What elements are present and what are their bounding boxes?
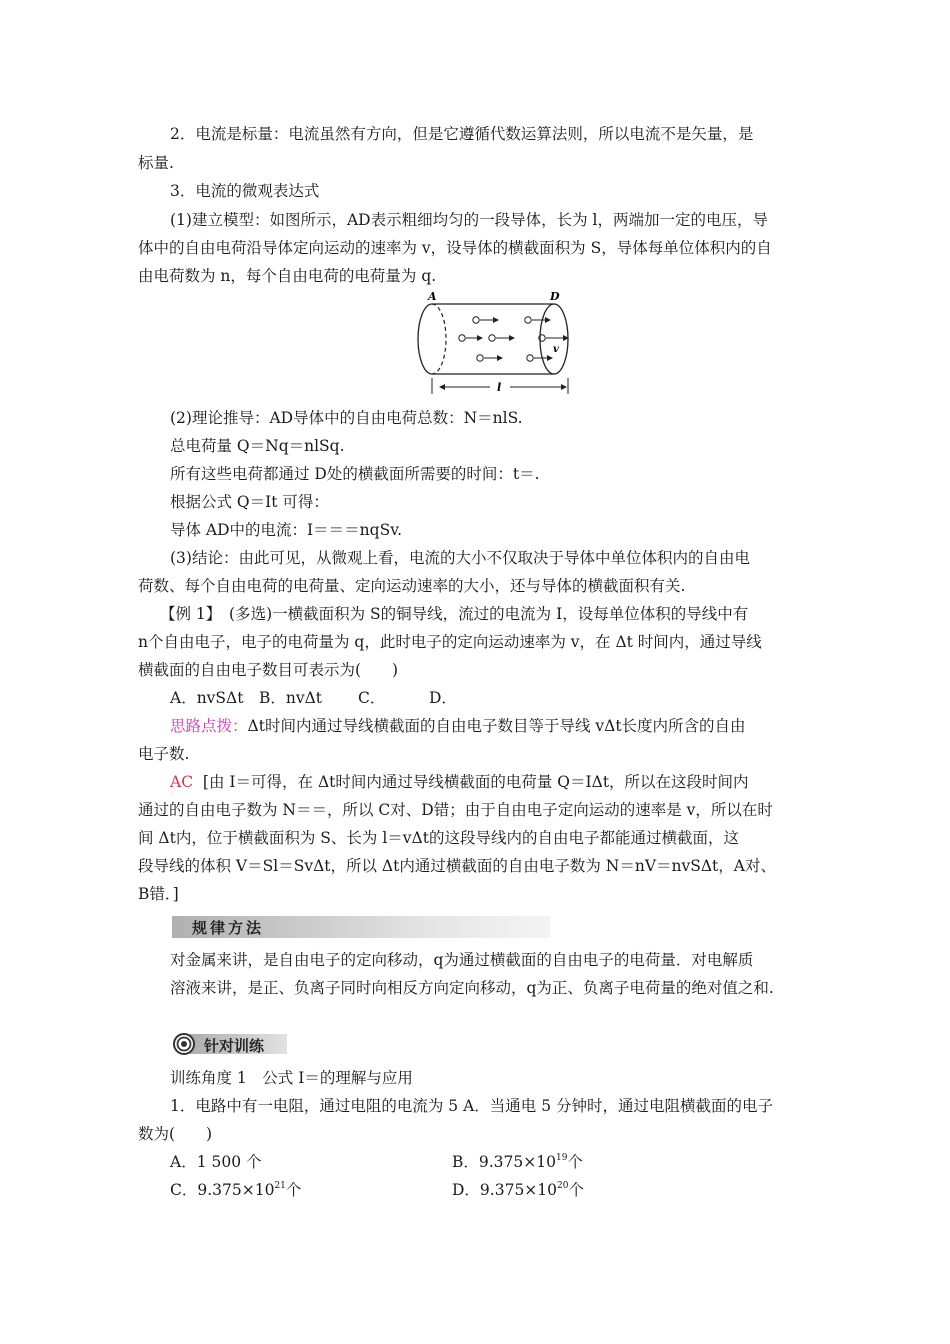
option-c-base: C．9.375×10	[170, 1181, 275, 1199]
derivation-line2: 总电荷量 Q＝Nq＝nlSq.	[170, 437, 345, 455]
charge-particle	[525, 317, 531, 323]
answer-line4: 段导线的体积 V＝Sl＝SvΔt，所以 Δt内通过横截面的自由电子数为 N＝nV＝nvSΔt，A对、	[138, 857, 776, 875]
hint-line2: 电子数.	[138, 745, 190, 763]
charge-particle	[477, 355, 483, 361]
cylinder-left-end-front	[418, 304, 432, 374]
example-line3: 横截面的自由电子数目可表示为( )	[138, 661, 399, 679]
hint-text: Δt时间内通过导线横截面的自由电子数目等于导线 vΔt长度内所含的自由	[247, 717, 746, 735]
cylinder-left-end-back	[432, 304, 446, 374]
label-l: l	[497, 381, 502, 394]
question1-line2: 数为( )	[138, 1125, 213, 1143]
option-a: A．1 500 个	[170, 1153, 262, 1171]
option-b-exponent: 19	[555, 1153, 568, 1163]
option-c-exponent: 21	[274, 1181, 286, 1191]
charge-particle	[459, 335, 465, 341]
hint-line1	[170, 716, 850, 736]
option-d-unit: 个	[568, 1181, 584, 1199]
charge-particle	[473, 317, 479, 323]
option-c-unit: 个	[285, 1181, 302, 1199]
conclusion-line2: 荷数、每个自由电荷的电荷量、定向运动速率的大小，还与导体的横截面积有关.	[138, 577, 686, 595]
charge-particle	[489, 335, 495, 341]
label-a: A	[428, 290, 437, 303]
example-options: A．nvSΔt B．nvΔt C． D．	[170, 689, 457, 707]
training-angle: 训练角度 1 公式 I＝的理解与应用	[170, 1069, 413, 1087]
method-banner	[172, 916, 550, 938]
question1-line1: 1．电路中有一电阻，通过电阻的电流为 5 A．当通电 5 分钟时，通过电阻横截面的电子	[170, 1097, 773, 1115]
charge-particle	[527, 355, 533, 361]
method-title: 规律方法	[192, 919, 265, 937]
section-title-micro-expression: 3．电流的微观表达式	[170, 182, 320, 200]
option-d	[452, 1180, 584, 1200]
paragraph-scalar-line2: 标量.	[138, 154, 174, 172]
hint-label: 思路点拨：	[170, 717, 248, 735]
option-d-exponent: 20	[557, 1181, 569, 1191]
conclusion-line1: (3)结论：由此可见，从微观上看，电流的大小不仅取决于导体中单位体积内的自由电	[170, 549, 750, 567]
label-d: D	[550, 290, 560, 303]
derivation-line5: 导体 AD中的电流：I＝＝＝nqSv.	[170, 521, 403, 539]
answer-label: AC	[170, 773, 194, 791]
answer-line5: B错．]	[138, 885, 179, 903]
option-b-unit: 个	[567, 1153, 583, 1171]
training-title: 针对训练	[204, 1037, 265, 1055]
answer-line1	[170, 772, 850, 792]
model-line3: 由电荷数为 n，每个自由电荷的电荷量为 q.	[138, 267, 437, 285]
model-line1: (1)建立模型：如图所示，AD表示粗细均匀的一段导体，长为 l，两端加一定的电压，导	[170, 211, 768, 229]
option-b	[452, 1152, 583, 1172]
derivation-line3: 所有这些电荷都通过 D处的横截面所需要的时间：t＝.	[170, 465, 540, 483]
paragraph-scalar-line1: 2．电流是标量：电流虽然有方向，但是它遵循代数运算法则，所以电流不是矢量，是	[170, 125, 754, 143]
training-banner	[172, 1032, 287, 1056]
model-line2: 体中的自由电荷沿导体定向运动的速率为 v，设导体的横截面积为 S，导体每单位体积内的自	[138, 239, 772, 257]
option-b-base: B．9.375×10	[452, 1153, 556, 1171]
conductor-diagram	[410, 290, 590, 402]
cylinder-right-end	[540, 304, 568, 374]
answer-line2: 通过的自由电子数为 N＝＝，所以 C对、D错；由于自由电子定向运动的速率是 v，所以在时	[138, 801, 773, 819]
answer-line3: 间 Δt内，位于横截面积为 S、长为 l＝vΔt的这段导线内的自由电子都能通过横截面，这	[138, 829, 739, 847]
answer-text: [由 I＝可得，在 Δt时间内通过导线横截面的电荷量 Q＝IΔt，所以在这段时间内	[202, 773, 749, 791]
label-v: v	[553, 344, 559, 355]
target-icon	[172, 1032, 198, 1056]
example-line1: 【例 1】 (多选)一横截面积为 S的铜导线，流过的电流为 I，设每单位体积的导线中有	[160, 605, 749, 623]
example-line2: n个自由电子，电子的电荷量为 q，此时电子的定向运动速率为 v，在 Δt 时间内，通过导线	[138, 633, 762, 651]
option-c	[170, 1180, 301, 1200]
free-charges	[459, 317, 568, 361]
derivation-line1: (2)理论推导：AD导体中的自由电荷总数：N＝nlS.	[170, 409, 523, 427]
method-line1: 对金属来讲，是自由电子的定向移动，q为通过横截面的自由电子的电荷量．对电解质	[170, 951, 754, 969]
option-d-base: D．9.375×10	[452, 1181, 558, 1199]
derivation-line4: 根据公式 Q＝It 可得：	[170, 493, 329, 511]
method-line2: 溶液来讲，是正、负离子同时向相反方向定向移动，q为正、负离子电荷量的绝对值之和.	[170, 979, 774, 997]
